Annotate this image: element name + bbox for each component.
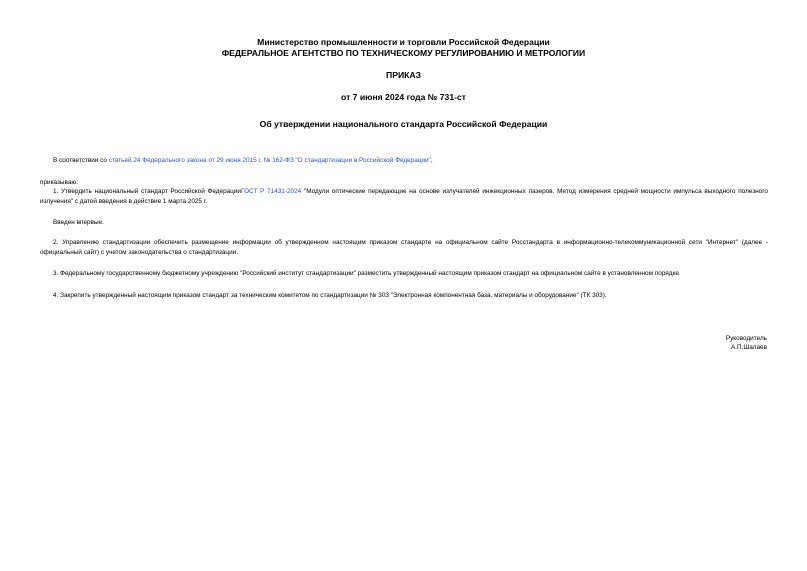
decree-word: приказываю: [40,179,78,186]
item-3-paragraph: 3. Федеральному государственному бюджетному учреждению "Российский институт стандартизации" разместить утвержденный настоящим приказом стандарт на официальном сайте в установленном порядке. [53,270,681,277]
signature-title: Руководитель [725,335,767,342]
introduced-note: Введен впервые. [53,219,104,226]
item-1-prefix: 1. Утвердить национальный стандарт Российской Федерации [53,188,241,195]
item-2-paragraph: 2. Управлению стандартизации обеспечить размещение информации об утвержденном настоящим приказом стандарте на официальном сайте Росстандарта в информационно-телекоммуникационной сети "Интернет" (далее - официальный сайт) с учетом законодательства о стандартизации. [40,239,768,256]
intro-suffix: , [430,157,433,164]
agency-heading: ФЕДЕРАЛЬНОЕ АГЕНТСТВО ПО ТЕХНИЧЕСКОМУ РЕГУЛИРОВАНИЮ И МЕТРОЛОГИИ [221,48,586,58]
document-type: ПРИКАЗ [386,70,421,80]
standard-link[interactable]: ГОСТ Р 71431-2024 [240,188,302,195]
document-subject: Об утверждении национального стандарта Российской Федерации [259,119,548,129]
intro-paragraph [40,156,768,166]
ministry-heading: Министерство промышленности и торговли Российской Федерации [257,37,550,47]
intro-prefix: В соответствии со [53,157,109,164]
document-date-number: от 7 июня 2024 года № 731-ст [341,92,466,102]
law-link[interactable]: статьей 24 Федерального закона от 29 июня 2015 г. № 162-ФЗ "О стандартизации в Российской Федерации" [108,157,431,164]
signature-name: А.П.Шалаев [730,344,767,351]
item-1-paragraph [40,187,768,206]
item-1-suffix: "Модули оптические передающие на основе излучателей инжекционных лазеров. Метод измерения средней мощности импульса выходного полезного излучения" с датой введения в действие 1 марта 2025 г. [40,188,768,205]
item-4-paragraph: 4. Закрепить утвержденный настоящим приказом стандарт за техническим комитетом по стандартизации № 303 "Электронная компонентная база, материалы и оборудование" (ТК 303). [53,292,607,299]
